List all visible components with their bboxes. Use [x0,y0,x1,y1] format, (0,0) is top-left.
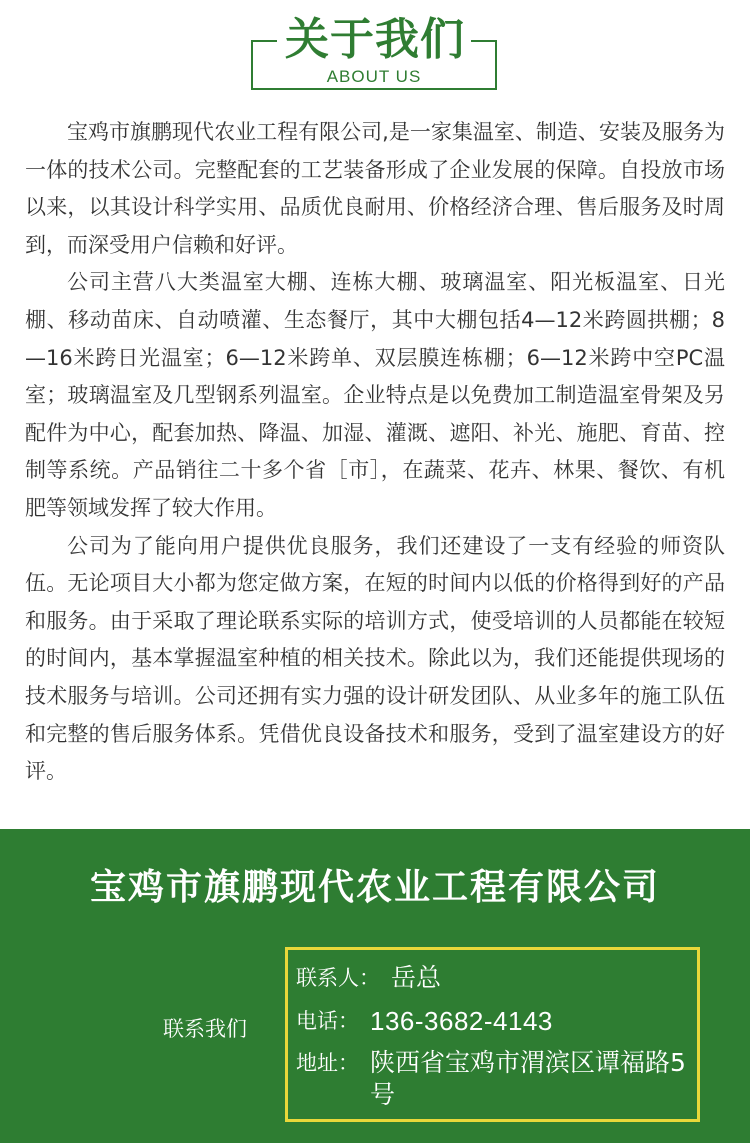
company-description [25,114,725,791]
phone-label: 电话： [296,1009,359,1033]
page-subtitle: ABOUT US [326,67,422,86]
paragraph-business: 公司主营八大类温室大棚、连栋大棚、玻璃温室、阳光板温室、日光棚、移动苗床、自动喷灌、生态餐厅，其中大棚包括4—12米跨圆拱棚；8—16米跨日光温室；6—12米跨单、双层膜连栋棚；6—12米跨中空PC温室；玻璃温室及几型钢系列温室。企业特点是以免费加工制造温室骨架及另配件为中心，配套加热、降温、加湿、灌溉、遮阳、补光、施肥、育苗、控制等系统。产品销往二十多个省［市］，在蔬菜、花卉、林果、餐饮、有机肥等领域发挥了较大作用。 [25,270,725,520]
company-name: 宝鸡市旗鹏现代农业工程有限公司 [89,867,660,908]
page-title: 关于我们 [285,14,465,65]
phone-number[interactable]: 136-3682-4143 [370,1006,553,1036]
contact-footer [0,829,750,1143]
paragraph-service: 公司为了能向用户提供优良服务，我们还建设了一支有经验的师资队伍。无论项目大小都为您定做方案，在短的时间内以低的价格得到好的产品和服务。由于采取了理论联系实际的培训方式，使受培训的人员都能在较短的时间内，基本掌握温室种植的相关技术。除此以为，我们还能提供现场的技术服务与培训。公司还拥有实力强的设计研发团队、从业多年的施工队伍和完整的售后服务体系。凭借优良设备技术和服务，受到了温室建设方的好评。 [25,533,725,784]
contact-info-box [285,947,700,1122]
address-label: 地址： [296,1051,359,1075]
address-value: 陕西省宝鸡市渭滨区谭福路5号 [370,1048,686,1109]
contact-person-label: 联系人： [296,966,380,990]
paragraph-intro: 宝鸡市旗鹏现代农业工程有限公司,是一家集温室、制造、安装及服务为一体的技术公司。完整配套的工艺装备形成了企业发展的保障。自投放市场以来，以其设计科学实用、品质优良耐用、价格经济合理、售后服务及时周到，而深受用户信赖和好评。 [25,120,725,257]
title-frame-top-left [251,40,277,42]
contact-person-value: 岳总 [391,963,442,992]
contact-us-label: 联系我们 [163,1017,247,1041]
